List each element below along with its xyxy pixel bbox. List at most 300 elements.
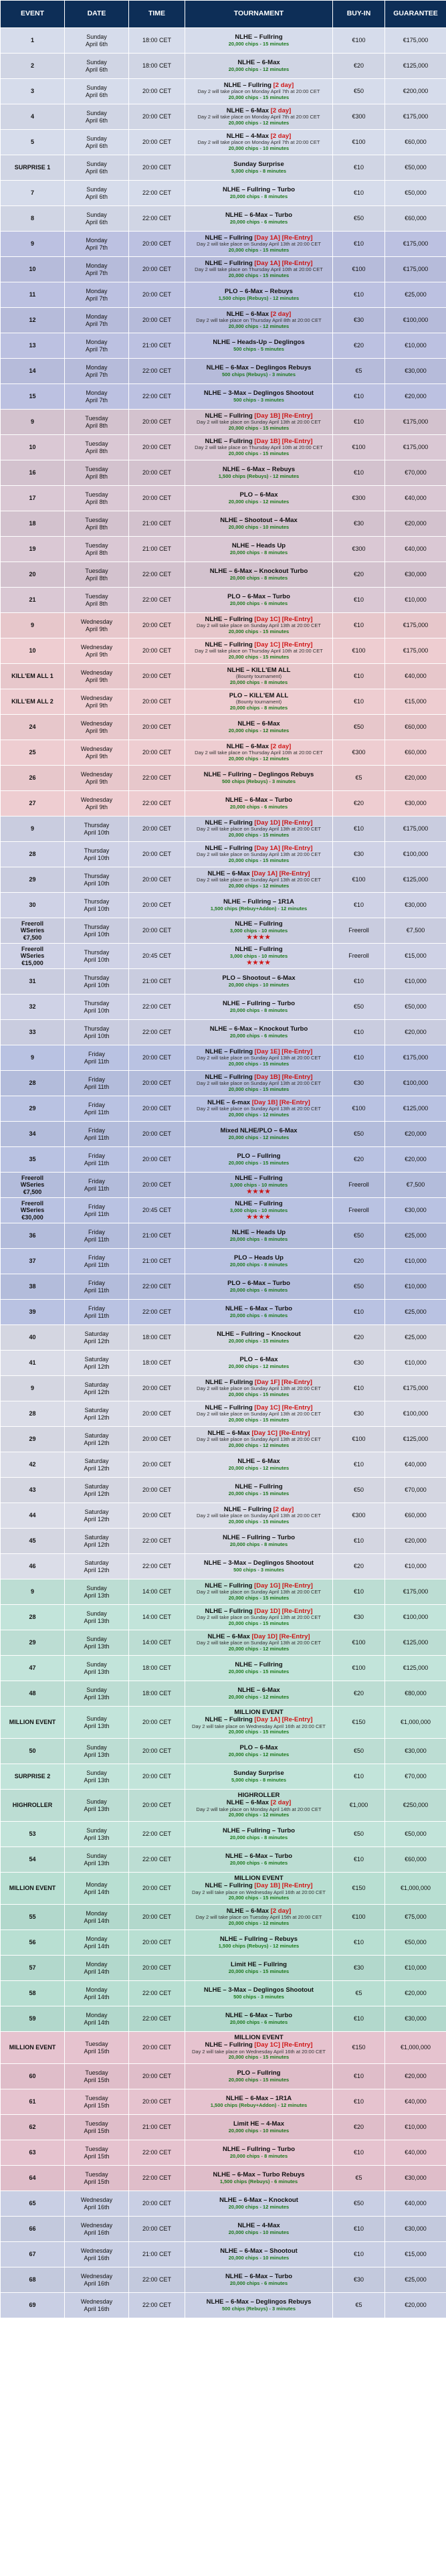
tournament-name: NLHE – 6-Max – Shootout [220,2247,298,2255]
tournament-structure: 20,000 chips - 15 minutes [228,1391,290,1397]
table-row [1,1300,446,1325]
tournament-cell [185,460,333,486]
event-cell: 42 [1,1452,65,1478]
tournament-name: NLHE – 6-Max [2 day] [226,310,292,318]
time-cell: 20:00 CET [129,1071,185,1096]
buyin-cell: €300 [333,486,385,511]
tournament-cell [185,333,333,359]
tournament-structure: 20,000 chips - 12 minutes [228,1751,290,1757]
date-cell: Saturday April 12th [65,1554,129,1579]
event-cell: 9 [1,613,65,638]
tournament-name: NLHE – 6-Max [Day 1A] [Re-Entry] [207,869,310,877]
buyin-cell: €10 [333,2064,385,2089]
tournament-structure: 20,000 chips - 15 minutes [228,857,290,863]
time-cell: 18:00 CET [129,1681,185,1707]
tournament-name: NLHE – 6-Max [2 day] [226,742,292,750]
date-cell: Sunday April 13th [65,1739,129,1764]
tournament-name: NLHE – 6-Max – Turbo [225,2011,293,2019]
guaranteed-cell: €175,000 [385,104,446,130]
table-row [1,740,446,766]
time-cell: 20:00 CET [129,308,185,333]
table-row [1,460,446,486]
header-time: TIME [129,1,185,28]
event-cell: 29 [1,1096,65,1122]
table-row [1,1071,446,1096]
guaranteed-cell: €20,000 [385,1122,446,1147]
tournament-name: NLHE – 6-Max [Day 1D] [Re-Entry] [207,1632,310,1640]
tournament-cell [185,1764,333,1790]
guaranteed-cell: €25,000 [385,2267,446,2293]
time-cell: 18:00 CET [129,1656,185,1681]
tournament-name: PLO – 6-Max – Turbo [227,592,290,600]
table-row [1,1605,446,1630]
date-cell: Wednesday April 9th [65,715,129,740]
tournament-cell [185,740,333,766]
time-cell: 20:00 CET [129,918,185,944]
table-row [1,359,446,384]
tournament-structure: 20,000 chips - 12 minutes [228,1812,290,1818]
date-cell: Tuesday April 8th [65,562,129,588]
tournament-note: Day 2 will take place on Thursday April 10th at 20:00 CET [195,266,323,273]
tournament-note: Day 2 will take place on Monday April 7th at 20:00 CET [197,139,320,146]
tournament-name: NLHE – 6-Max – Rebuys [222,465,296,473]
tournament-name: NLHE – Fullring [Day 1C] [Re-Entry] [205,1403,313,1411]
table-row [1,1790,446,1822]
time-cell: 20:00 CET [129,1764,185,1790]
date-cell: Thursday April 10th [65,995,129,1020]
time-cell: 20:00 CET [129,155,185,181]
tournament-tag: [Day 1A] [Re-Entry] [254,1716,313,1724]
buyin-cell: €100 [333,1656,385,1681]
table-row [1,638,446,664]
table-row [1,2217,446,2242]
tournament-cell [185,2242,333,2267]
tournament-name: NLHE – 6-Max – Turbo [225,2272,293,2280]
event-cell: 65 [1,2191,65,2217]
guaranteed-cell: €20,000 [385,511,446,537]
table-row [1,181,446,206]
date-cell: Monday April 7th [65,333,129,359]
date-cell: Friday April 11th [65,1147,129,1173]
tournament-name: NLHE – Fullring [235,1482,283,1490]
time-cell: 22:00 CET [129,1300,185,1325]
guaranteed-cell: €40,000 [385,2140,446,2166]
event-cell: 28 [1,1401,65,1427]
table-row [1,1905,446,1930]
date-cell: Thursday April 10th [65,1020,129,1045]
guaranteed-cell: €60,000 [385,130,446,155]
time-cell: 20:45 CET [129,944,185,969]
tournament-structure: 1,500 chips (Rebuys) - 12 minutes [218,1942,300,1949]
tournament-name: NLHE – 6-Max [237,719,280,727]
buyin-cell: €20 [333,1681,385,1707]
tournament-name: PLO – 6-Max [239,1743,278,1751]
buyin-cell: €5 [333,766,385,791]
guaranteed-cell: €125,000 [385,1427,446,1452]
buyin-cell: Freeroll [333,918,385,944]
buyin-cell: €100 [333,1630,385,1656]
tournament-structure: 20,000 chips - 12 minutes [228,119,290,126]
guaranteed-cell: €10,000 [385,1554,446,1579]
tournament-cell [185,817,333,842]
event-cell: 55 [1,1905,65,1930]
buyin-cell: €30 [333,308,385,333]
tournament-structure: 20,000 chips - 10 minutes [228,981,290,988]
tournament-structure: 20,000 chips - 12 minutes [228,1111,290,1118]
guaranteed-cell: €25,000 [385,1300,446,1325]
tournament-cell [185,2293,333,2318]
tournament-name: NLHE – Fullring [235,1660,283,1668]
event-cell: 33 [1,1020,65,1045]
guaranteed-cell: €30,000 [385,2217,446,2242]
tournament-structure: 20,000 chips - 12 minutes [228,1134,290,1140]
tournament-note: Day 2 will take place on Sunday April 13th at 20:00 CET [197,1614,321,1621]
event-cell: 10 [1,257,65,282]
guaranteed-cell: €175,000 [385,638,446,664]
tournament-name: PLO – 6-Max – Turbo [227,1279,290,1287]
tournament-name: NLHE – 3-Max – Deglingos Shootout [203,389,314,397]
time-cell: 20:00 CET [129,1478,185,1503]
time-cell: 20:00 CET [129,1503,185,1529]
guaranteed-cell: €70,000 [385,1764,446,1790]
date-cell: Friday April 11th [65,1096,129,1122]
guaranteed-cell: €175,000 [385,817,446,842]
tournament-name: PLO – Fullring [237,2069,281,2077]
date-cell: Monday April 7th [65,257,129,282]
event-cell: 13 [1,333,65,359]
event-cell: 9 [1,817,65,842]
tournament-cell [185,1981,333,2006]
tournament-structure: 20,000 chips - 10 minutes [228,2127,290,2134]
tournament-tag: [2 day] [270,742,292,750]
tournament-note: Day 2 will take place on Monday April 7th at 20:00 CET [197,114,320,120]
time-cell: 20:00 CET [129,893,185,918]
date-cell: Tuesday April 8th [65,588,129,613]
time-cell: 22:00 CET [129,181,185,206]
time-cell: 22:00 CET [129,1847,185,1873]
tournament-cell [185,435,333,460]
date-cell: Wednesday April 16th [65,2217,129,2242]
table-row [1,842,446,867]
tournament-cell [185,1300,333,1325]
guaranteed-cell: €10,000 [385,1351,446,1376]
tournament-structure: 20,000 chips - 15 minutes [228,1416,290,1423]
buyin-cell: Freeroll [333,944,385,969]
buyin-cell: €20 [333,2115,385,2140]
buyin-cell: €50 [333,1122,385,1147]
guaranteed-cell: €175,000 [385,28,446,54]
buyin-cell: €30 [333,842,385,867]
time-cell: 14:00 CET [129,1630,185,1656]
guaranteed-cell: €20,000 [385,766,446,791]
event-cell: SURPRISE 2 [1,1764,65,1790]
tournament-structure: 20,000 chips - 15 minutes [228,1337,290,1344]
time-cell: 22:00 CET [129,2166,185,2191]
tournament-cell [185,1579,333,1605]
guaranteed-cell: €40,000 [385,537,446,562]
table-row [1,257,446,282]
buyin-cell: €10 [333,1764,385,1790]
table-row [1,2006,446,2032]
event-cell: 1 [1,28,65,54]
buyin-cell: €10 [333,2217,385,2242]
tournament-name: NLHE – Fullring – Turbo [222,185,296,193]
header-buyin: BUY-IN [333,1,385,28]
tournament-note: Day 2 will take place on Sunday April 13th at 20:00 CET [197,877,321,883]
tournament-structure: 20,000 chips - 6 minutes [229,218,288,225]
event-cell: 28 [1,842,65,867]
time-cell: 20:00 CET [129,842,185,867]
table-row [1,1351,446,1376]
guaranteed-cell: €125,000 [385,1096,446,1122]
tournament-cell [185,944,333,969]
guaranteed-cell: €175,000 [385,410,446,435]
tournament-cell [185,791,333,817]
tournament-cell [185,1930,333,1956]
table-row [1,28,446,54]
guaranteed-cell: €40,000 [385,2089,446,2115]
event-cell: 19 [1,537,65,562]
guaranteed-cell: €40,000 [385,2191,446,2217]
tournament-tag: [2 day] [270,1907,292,1915]
tournament-structure: 20,000 chips - 15 minutes [228,1729,290,1735]
tournament-name: NLHE – 6-Max – Turbo [225,1852,293,1860]
tournament-structure: 20,000 chips - 12 minutes [228,882,290,889]
time-cell: 20:00 CET [129,1376,185,1401]
event-cell: 66 [1,2217,65,2242]
table-row [1,893,446,918]
event-cell: 56 [1,1930,65,1956]
table-row [1,995,446,1020]
event-cell: 9 [1,1045,65,1071]
guaranteed-cell: €250,000 [385,1790,446,1822]
tournament-name: NLHE – Shootout – 4-Max [220,516,298,524]
time-cell: 22:00 CET [129,1981,185,2006]
guaranteed-cell: €10,000 [385,2115,446,2140]
tournament-name: PLO – Shootout – 6-Max [222,974,296,982]
buyin-cell: €10 [333,460,385,486]
table-row [1,969,446,995]
buyin-cell: €30 [333,1605,385,1630]
tournament-cell [185,1351,333,1376]
tournament-structure: 500 chips - 3 minutes [233,1566,284,1573]
tournament-cell [185,257,333,282]
guaranteed-cell: €30,000 [385,2166,446,2191]
tournament-cell [185,1147,333,1173]
time-cell: 20:00 CET [129,740,185,766]
tournament-cell [185,1873,333,1905]
tournament-structure: 20,000 chips - 8 minutes [229,1834,288,1840]
date-cell: Monday April 14th [65,1930,129,1956]
tournament-cell [185,1478,333,1503]
buyin-cell: €10 [333,232,385,257]
tournament-structure: 20,000 chips - 6 minutes [229,600,288,606]
tournament-structure: 20,000 chips - 6 minutes [229,803,288,810]
date-cell: Monday April 14th [65,1873,129,1905]
tournament-name: NLHE – Fullring – Turbo [222,999,296,1007]
table-row [1,2166,446,2191]
tournament-name: NLHE – Fullring – 1R1A [223,897,295,906]
tournament-note: Day 2 will take place on Sunday April 13th at 20:00 CET [197,622,321,629]
tournament-structure: 20,000 chips - 15 minutes [228,1159,290,1166]
table-row [1,1096,446,1122]
tournament-structure: 5,000 chips - 8 minutes [231,167,287,174]
time-cell: 20:00 CET [129,1873,185,1905]
event-cell: 59 [1,2006,65,2032]
table-row [1,1822,446,1847]
tournament-name: NLHE – 6-Max [Day 1C] [Re-Entry] [207,1429,310,1437]
time-cell: 20:00 CET [129,1956,185,1981]
date-cell: Thursday April 10th [65,969,129,995]
date-cell: Friday April 11th [65,1173,129,1198]
buyin-cell: €30 [333,1351,385,1376]
buyin-cell: €10 [333,2006,385,2032]
buyin-cell: €100 [333,638,385,664]
buyin-cell: €30 [333,1071,385,1096]
tournament-name: MILLION EVENT [234,2034,284,2042]
guaranteed-cell: €175,000 [385,232,446,257]
buyin-cell: €150 [333,1707,385,1739]
tournament-structure: 20,000 chips - 12 minutes [228,727,290,734]
tournament-name: NLHE – Fullring [Day 1B] [Re-Entry] [205,1073,313,1081]
tournament-tag: [Day 1B] [Re-Entry] [254,1882,313,1890]
table-row [1,766,446,791]
event-cell: 26 [1,766,65,791]
table-row [1,817,446,842]
tournament-structure: 500 chips - 3 minutes [233,1993,284,2000]
tournament-note: Day 2 will take place on Sunday April 13th at 20:00 CET [197,1436,321,1443]
date-cell: Tuesday April 15th [65,2115,129,2140]
date-cell: Friday April 11th [65,1198,129,1223]
date-cell: Sunday April 13th [65,1605,129,1630]
tournament-name: NLHE – Fullring [Day 1F] [Re-Entry] [205,1378,312,1386]
tournament-tag: [Day 1A] [Re-Entry] [254,234,313,242]
tournament-note: Day 2 will take place on Sunday April 13th at 20:00 CET [197,1080,321,1087]
guaranteed-cell: €50,000 [385,181,446,206]
tournament-note: Day 2 will take place on Sunday April 13th at 20:00 CET [197,1513,321,1519]
tournament-tag: [Day 1C] [Re-Entry] [251,1429,310,1437]
table-row [1,486,446,511]
tournament-cell [185,1401,333,1427]
tournament-structure: 20,000 chips - 12 minutes [228,1363,290,1369]
tournament-structure: 20,000 chips - 15 minutes [228,1490,290,1496]
star-rating: ★★★★ [246,1187,271,1195]
date-cell: Monday April 7th [65,359,129,384]
tournament-structure: 20,000 chips - 15 minutes [228,628,290,634]
buyin-cell: €5 [333,2166,385,2191]
date-cell: Monday April 14th [65,1981,129,2006]
tournament-structure: 20,000 chips - 8 minutes [229,193,288,199]
table-row [1,384,446,410]
tournament-name: NLHE – 6-max [Day 1B] [Re-Entry] [207,1098,310,1106]
guaranteed-cell: €100,000 [385,1605,446,1630]
table-row [1,1930,446,1956]
tournament-cell [185,2191,333,2217]
buyin-cell: €100 [333,435,385,460]
date-cell: Sunday April 6th [65,130,129,155]
date-cell: Sunday April 13th [65,1790,129,1822]
time-cell: 20:00 CET [129,410,185,435]
buyin-cell: €5 [333,359,385,384]
buyin-cell: €10 [333,689,385,715]
guaranteed-cell: €30,000 [385,893,446,918]
tournament-note: Day 2 will take place on Sunday April 13th at 20:00 CET [197,1411,321,1418]
tournament-cell [185,1656,333,1681]
table-row [1,2267,446,2293]
date-cell: Wednesday April 16th [65,2242,129,2267]
time-cell: 22:00 CET [129,1529,185,1554]
event-cell: 45 [1,1529,65,1554]
tournament-cell [185,766,333,791]
time-cell: 20:00 CET [129,2089,185,2115]
tournament-structure: 1,500 chips (Rebuys) - 12 minutes [218,294,300,301]
buyin-cell: €10 [333,1579,385,1605]
guaranteed-cell: €50,000 [385,995,446,1020]
date-cell: Sunday April 13th [65,1707,129,1739]
tournament-name: NLHE – Fullring – Turbo [222,1826,296,1834]
date-cell: Tuesday April 8th [65,460,129,486]
buyin-cell: €50 [333,206,385,232]
tournament-cell [185,1452,333,1478]
tournament-name: MILLION EVENT [234,1875,284,1883]
table-row [1,232,446,257]
time-cell: 20:00 CET [129,715,185,740]
tournament-name: NLHE – Fullring [Day 1G] [Re-Entry] [205,1581,313,1590]
tournament-note: (Bounty tournament) [235,673,282,680]
date-cell: Friday April 11th [65,1071,129,1096]
buyin-cell: €50 [333,995,385,1020]
table-row [1,944,446,969]
date-cell: Saturday April 12th [65,1478,129,1503]
event-cell: 36 [1,1223,65,1249]
tournament-structure: 20,000 chips - 8 minutes [229,1261,288,1268]
buyin-cell: €300 [333,537,385,562]
guaranteed-cell: €175,000 [385,1579,446,1605]
tournament-cell [185,104,333,130]
event-cell: HIGHROLLER [1,1790,65,1822]
tournament-name: NLHE – 6-Max – Knockout Turbo [209,567,308,575]
tournament-name: PLO – KILL'EM ALL [229,691,289,699]
time-cell: 21:00 CET [129,2115,185,2140]
tournament-name: PLO – Heads Up [234,1254,284,1262]
tournament-cell [185,1427,333,1452]
buyin-cell: €100 [333,867,385,893]
tournament-structure: 20,000 chips - 6 minutes [229,1312,288,1318]
table-row [1,1198,446,1223]
guaranteed-cell: €10,000 [385,1956,446,1981]
tournament-name: NLHE – Fullring [Day 1B] [Re-Entry] [205,437,313,445]
tournament-cell [185,1529,333,1554]
date-cell: Saturday April 12th [65,1427,129,1452]
tournament-name: NLHE – Fullring [Day 1C] [Re-Entry] [205,615,313,623]
event-cell: 39 [1,1300,65,1325]
time-cell: 20:00 CET [129,1096,185,1122]
time-cell: 20:00 CET [129,130,185,155]
tournament-tag: [Day 1B] [Re-Entry] [254,412,313,420]
tournament-subtitle: NLHE – Fullring [Day 1C] [Re-Entry] [205,2041,313,2049]
time-cell: 20:00 CET [129,1147,185,1173]
event-cell: MILLION EVENT [1,1873,65,1905]
tournament-name: NLHE – 6-Max [237,1686,280,1694]
tournament-name: NLHE – 6-Max – Turbo [225,211,293,219]
tournament-structure: 20,000 chips - 12 minutes [228,1464,290,1471]
guaranteed-cell: €100,000 [385,842,446,867]
tournament-name: NLHE – Fullring – Rebuys [219,1935,298,1943]
tournament-structure: 20,000 chips - 8 minutes [229,1235,288,1242]
table-row [1,1045,446,1071]
buyin-cell: €30 [333,511,385,537]
event-cell: 43 [1,1478,65,1503]
